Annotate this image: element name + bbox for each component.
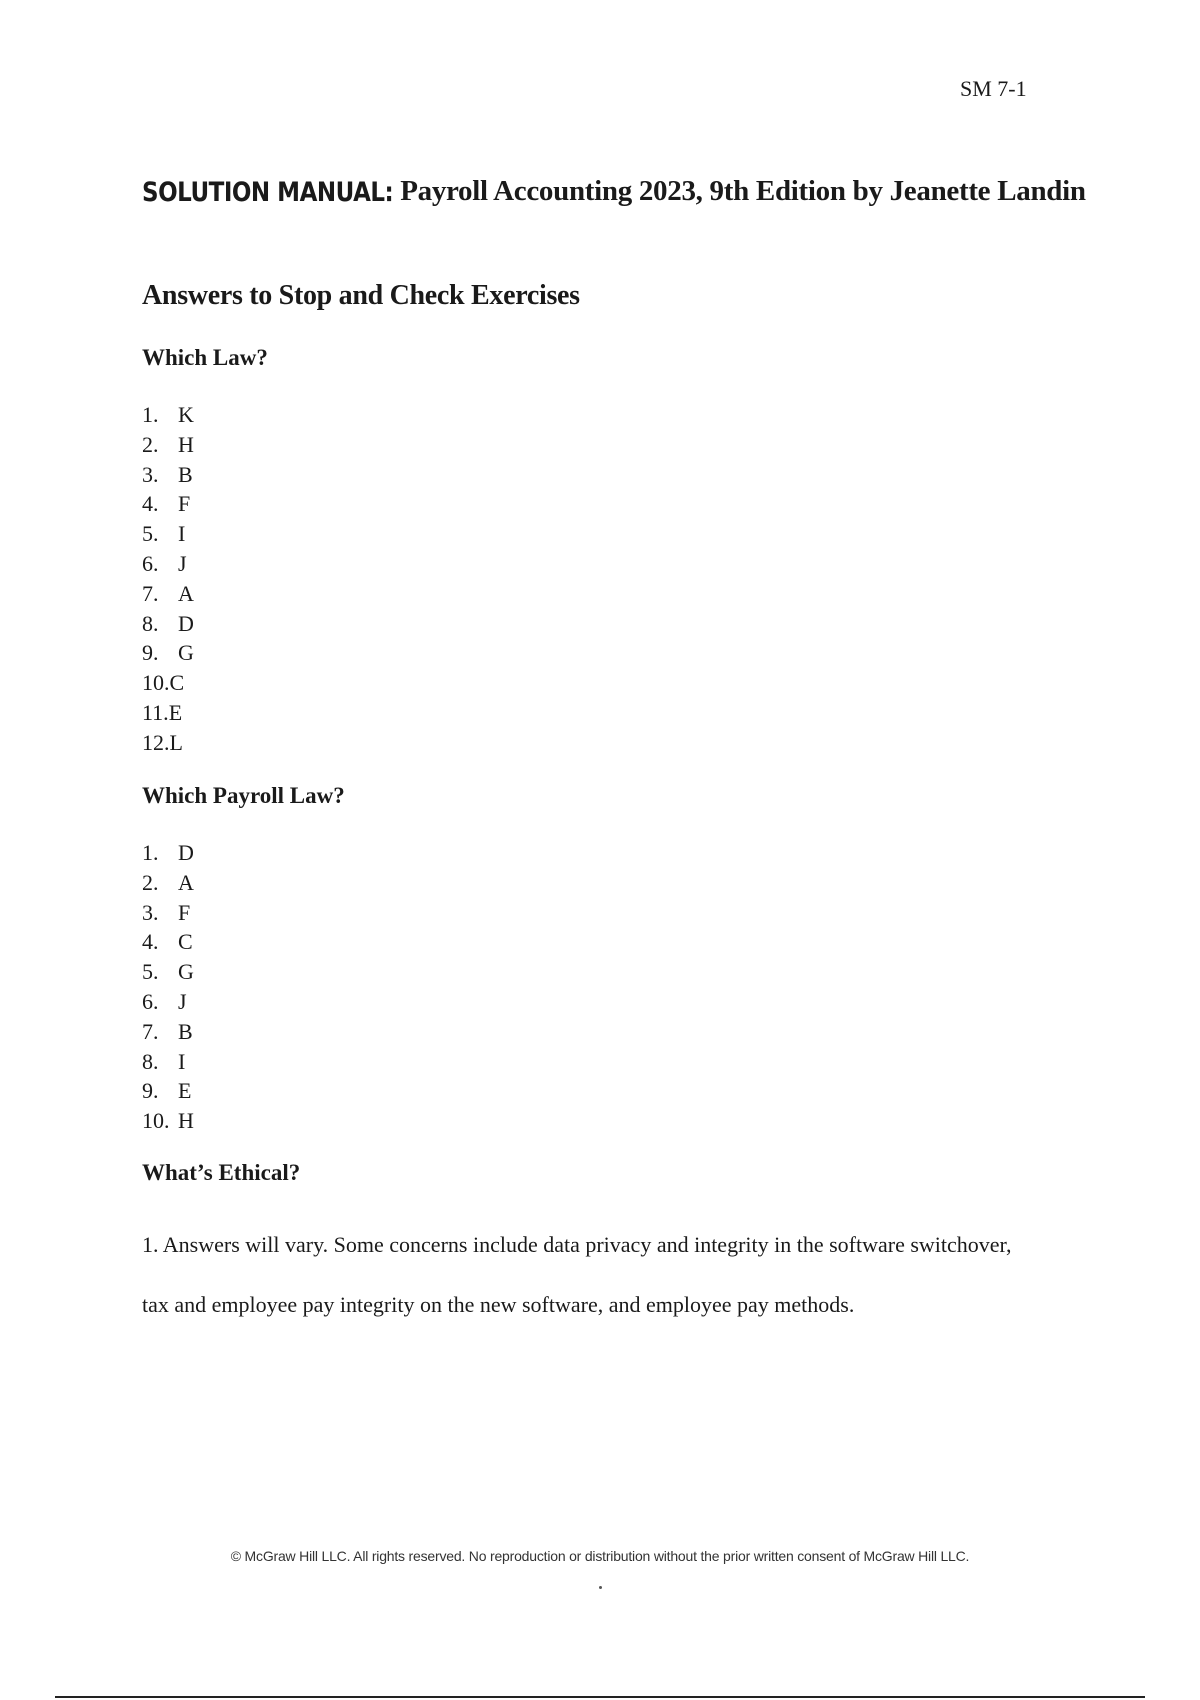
item-number: 9. <box>142 1078 159 1104</box>
list-item <box>142 838 194 868</box>
item-answer: E <box>168 699 183 725</box>
item-number: 7. <box>142 1018 159 1044</box>
item-number: 7. <box>142 580 159 606</box>
item-answer: C <box>178 929 193 955</box>
item-number: 12. <box>142 729 170 755</box>
which-payroll-law-answer-list <box>142 838 194 1136</box>
title-prefix: SOLUTION MANUAL: <box>142 178 394 208</box>
item-number: 5. <box>142 959 159 985</box>
list-item <box>142 898 194 928</box>
item-number: 10. <box>142 1108 170 1134</box>
item-number: 8. <box>142 1048 159 1074</box>
item-answer: I <box>178 521 186 547</box>
item-answer: D <box>178 610 194 636</box>
item-number: 4. <box>142 491 159 517</box>
item-answer: B <box>178 1018 193 1044</box>
list-item <box>142 868 194 898</box>
item-answer: L <box>169 729 183 755</box>
item-answer: A <box>178 869 194 895</box>
item-answer: K <box>178 402 194 427</box>
list-item <box>142 1047 194 1077</box>
which-law-heading: Which Law? <box>142 345 268 370</box>
whats-ethical-answer: 1. Answers will vary. Some concerns include data privacy and integrity in the software switchover, tax and employee pay integrity on the new software, and employee pay methods. <box>142 1232 1012 1317</box>
item-number: 6. <box>142 550 159 576</box>
list-item <box>142 987 194 1017</box>
page-number: SM 7-1 <box>960 76 1027 101</box>
list-item <box>142 927 194 957</box>
list-item <box>142 668 194 698</box>
copyright-notice: © McGraw Hill LLC. All rights reserved. No reproduction or distribution without the prior written consent of McGraw Hill LLC. <box>230 1548 970 1564</box>
list-item <box>142 1076 194 1106</box>
list-item <box>142 957 194 987</box>
item-answer: C <box>169 670 185 696</box>
item-answer: G <box>178 640 194 666</box>
item-number: 5. <box>142 521 159 547</box>
list-item <box>142 609 194 639</box>
item-answer: F <box>178 491 191 517</box>
item-answer: J <box>178 988 187 1014</box>
list-item <box>142 519 194 549</box>
item-number: 1. <box>142 402 159 427</box>
item-number: 10. <box>142 670 170 696</box>
list-item <box>142 1017 194 1047</box>
item-number: 2. <box>142 869 159 895</box>
item-number: 6. <box>142 988 159 1014</box>
item-number: 8. <box>142 610 159 636</box>
item-answer: G <box>178 959 194 985</box>
item-number: 9. <box>142 640 159 666</box>
item-answer: A <box>178 580 194 606</box>
list-item <box>142 460 194 490</box>
list-item <box>142 1106 194 1136</box>
document-title <box>142 175 1086 208</box>
item-number: 3. <box>142 461 159 487</box>
list-item <box>142 638 194 668</box>
which-law-answer-list <box>142 400 194 758</box>
list-item <box>142 698 194 728</box>
section-title: Answers to Stop and Check Exercises <box>142 280 580 311</box>
item-number: 4. <box>142 929 159 955</box>
item-number: 3. <box>142 899 159 925</box>
list-item <box>142 579 194 609</box>
bottom-rule <box>55 1696 1145 1698</box>
whats-ethical-heading: What’s Ethical? <box>142 1160 301 1185</box>
item-answer: E <box>178 1078 192 1104</box>
item-answer: H <box>178 431 194 457</box>
item-answer: I <box>178 1048 186 1074</box>
footer-dot <box>599 1586 602 1589</box>
item-answer: B <box>178 461 193 487</box>
item-answer: H <box>178 1108 194 1134</box>
item-answer: D <box>178 840 194 865</box>
list-item <box>142 430 194 460</box>
item-number: 11. <box>142 699 169 725</box>
item-number: 1. <box>142 840 159 865</box>
list-item <box>142 400 194 430</box>
title-text: Payroll Accounting 2023, 9th Edition by Jeanette Landin <box>393 175 1086 207</box>
list-item <box>142 489 194 519</box>
list-item <box>142 549 194 579</box>
item-number: 2. <box>142 431 159 457</box>
list-item <box>142 728 194 758</box>
item-answer: F <box>178 899 191 925</box>
which-payroll-law-heading: Which Payroll Law? <box>142 783 345 808</box>
item-answer: J <box>178 550 187 576</box>
